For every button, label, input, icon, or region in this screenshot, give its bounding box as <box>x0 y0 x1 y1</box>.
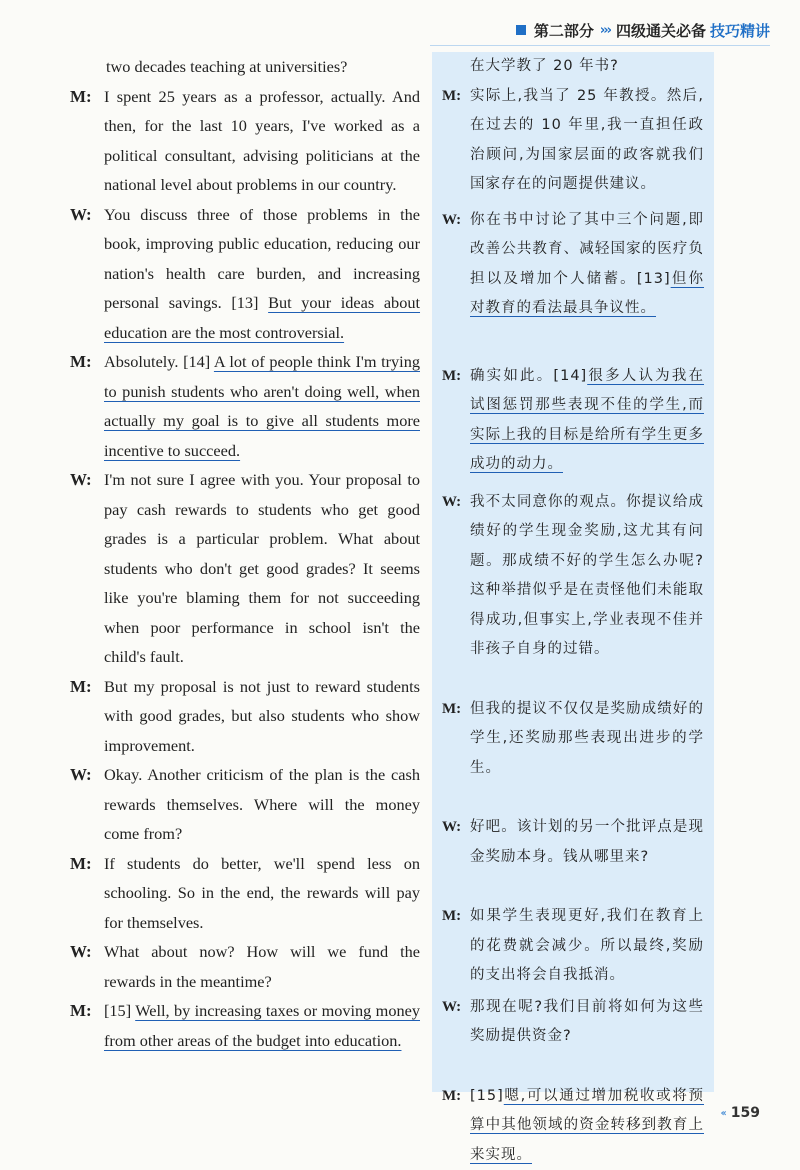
answer-15-underline: 嗯,可以通过增加税收或将预算中其他领域的资金转移到教育上来实现。 <box>470 1088 704 1163</box>
page-number: 159 <box>731 1105 760 1121</box>
page-footer <box>721 1105 760 1121</box>
speaker-label: M: <box>442 362 470 480</box>
english-intro: two decades teaching at universities? <box>70 52 420 82</box>
speaker-label: W: <box>442 206 470 324</box>
header-part: 第二部分 <box>534 20 594 41</box>
speaker-label: W: <box>442 993 470 1052</box>
answer-13-underline: But your ideas about education are the most controversial. <box>104 293 420 342</box>
header-section: 四级通关必备 <box>616 20 706 41</box>
english-turn: M: I spent 25 years as a professor, actually. And then, for the last 10 years, I've worked as a political consultant, advising politicians at the national level about problems in our country. <box>70 82 420 200</box>
chinese-turn: W: 我不太同意你的观点。你提议给成绩好的学生现金奖励,这尤其有问题。那成绩不好的学生怎么办呢?这种举措似乎是在责怪他们未能取得成功,但事实上,学业表现不佳并非孩子自身的过错。 <box>442 488 704 665</box>
chinese-turn: M: 实际上,我当了 25 年教授。然后,在过去的 10 年里,我一直担任政治顾问,为国家层面的政客就我们国家存在的问题提供建议。 <box>442 82 704 200</box>
answer-14-underline: A lot of people think I'm trying to punish students who aren't doing well, when actually my goal is to give all students more incentive to succeed. <box>104 352 420 460</box>
speaker-label: M: <box>70 849 104 938</box>
english-transcript <box>70 52 420 1055</box>
english-turn: M: If students do better, we'll spend less on schooling. So in the end, the rewards will pay for themselves. <box>70 849 420 938</box>
english-turn: M: But my proposal is not just to reward students with good grades, but also students who show improvement. <box>70 672 420 761</box>
header-arrows-icon: ››› <box>600 23 610 38</box>
chinese-intro: 在大学教了 20 年书? <box>442 52 704 82</box>
chinese-turn: W: 你在书中讨论了其中三个问题,即改善公共教育、减轻国家的医疗负担以及增加个人储蓄。[13]但你对教育的看法最具争议性。 <box>442 206 704 324</box>
speaker-label: M: <box>442 82 470 200</box>
header-divider <box>430 45 770 46</box>
speaker-label: W: <box>70 760 104 849</box>
section-square-icon <box>516 25 526 35</box>
speaker-label: M: <box>70 672 104 761</box>
speaker-label: M: <box>70 347 104 465</box>
answer-14-underline: 很多人认为我在试图惩罚那些表现不佳的学生,而实际上我的目标是给所有学生更多成功的动力。 <box>470 368 704 473</box>
page-arrows-icon: ‹‹ <box>721 1108 725 1119</box>
english-turn: M: Absolutely. [14] A lot of people think I'm trying to punish students who aren't doing well, when actually my goal is to give all students more incentive to succeed. <box>70 347 420 465</box>
chinese-turn: M: [15]嗯,可以通过增加税收或将预算中其他领域的资金转移到教育上来实现。 <box>442 1082 704 1170</box>
speaker-label: M: <box>70 82 104 200</box>
chinese-turn: W: 那现在呢?我们目前将如何为这些奖励提供资金? <box>442 993 704 1052</box>
chinese-turn: M: 确实如此。[14]很多人认为我在试图惩罚那些表现不佳的学生,而实际上我的目标是给所有学生更多成功的动力。 <box>442 362 704 480</box>
answer-13-underline: 但你对教育的看法最具争议性。 <box>470 271 704 317</box>
chinese-transcript <box>442 52 704 1170</box>
answer-15-underline: Well, by increasing taxes or moving money from other areas of the budget into education. <box>104 1001 420 1050</box>
english-turn: W: I'm not sure I agree with you. Your proposal to pay cash rewards to students who get good grades is a particular problem. What about students who don't get good grades? It seems like you're blaming them for not succeeding when poor performance in school isn't the child's fault. <box>70 465 420 672</box>
english-turn: W: What about now? How will we fund the rewards in the meantime? <box>70 937 420 996</box>
chinese-turn: M: 但我的提议不仅仅是奖励成绩好的学生,还奖励那些表现出进步的学生。 <box>442 695 704 784</box>
english-turn: W: Okay. Another criticism of the plan is the cash rewards themselves. Where will the money come from? <box>70 760 420 849</box>
speaker-label: W: <box>442 488 470 665</box>
english-turn: M: [15] Well, by increasing taxes or moving money from other areas of the budget into education. <box>70 996 420 1055</box>
speaker-label: W: <box>70 200 104 348</box>
speaker-label: W: <box>70 937 104 996</box>
speaker-label: M: <box>442 695 470 784</box>
english-turn: W: You discuss three of those problems in the book, improving public education, reducing our nation's health care burden, and increasing personal savings. [13] But your ideas about education are the most controversial. <box>70 200 420 348</box>
page-header <box>470 16 770 44</box>
speaker-label: M: <box>70 996 104 1055</box>
chinese-turn: W: 好吧。该计划的另一个批评点是现金奖励本身。钱从哪里来? <box>442 813 704 872</box>
speaker-label: W: <box>442 813 470 872</box>
speaker-label: W: <box>70 465 104 672</box>
chinese-turn: M: 如果学生表现更好,我们在教育上的花费就会减少。所以最终,奖励的支出将会自我抵消。 <box>442 902 704 991</box>
speaker-label: M: <box>442 902 470 991</box>
header-highlight: 技巧精讲 <box>710 20 770 41</box>
speaker-label: M: <box>442 1082 470 1170</box>
